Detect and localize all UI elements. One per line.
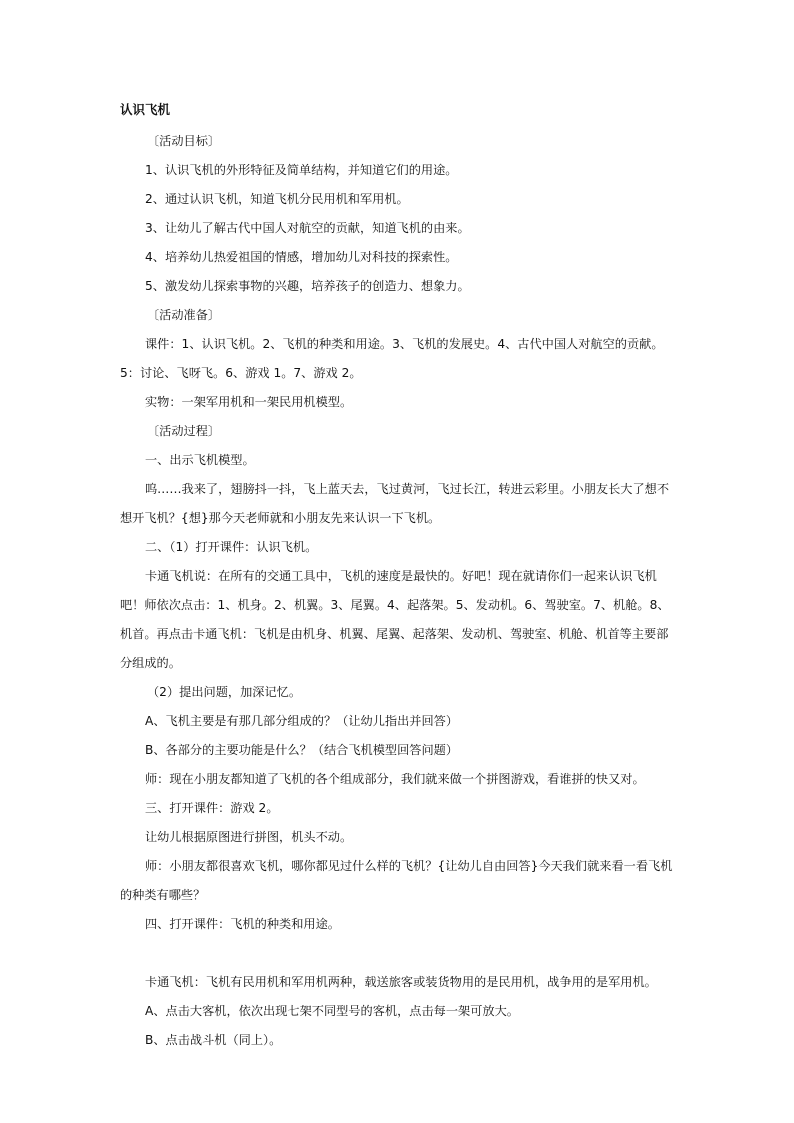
blank-line xyxy=(120,939,680,968)
paragraph: 卡通飞机：飞机有民用机和军用机两种，载送旅客或装货物用的是民用机，战争用的是军用机。 xyxy=(145,975,657,989)
paragraph: 让幼儿根据原图进行拼图，机头不动。 xyxy=(145,830,353,844)
paragraph: B、各部分的主要功能是什么？（结合飞机模型回答问题） xyxy=(145,743,459,757)
paragraph: 实物：一架军用机和一架民用机模型。 xyxy=(145,395,353,409)
paragraph: 2、通过认识飞机，知道飞机分民用机和军用机。 xyxy=(145,192,409,206)
paragraph: 1、认识飞机的外形特征及简单结构，并知道它们的用途。 xyxy=(145,163,458,177)
paragraph: 5、激发幼儿探索事物的兴趣，培养孩子的创造力、想象力。 xyxy=(145,279,470,293)
paragraph: B、点击战斗机（同上）。 xyxy=(145,1033,282,1047)
paragraph: 卡通飞机说：在所有的交通工具中，飞机的速度是最快的。好吧！现在就请你们一起来认识飞机吧！师依次点击：1、机身。2、机翼。3、尾翼。4、起落架。5、发动机。6、驾驶室。7、机舱。8、机首。再点击卡通飞机：飞机是由机身、机翼、尾翼、起落架、发动机、驾驶室、机舱、机首等主要部分组成的。 xyxy=(120,569,670,670)
section-heading-process: 〔活动过程〕 xyxy=(147,424,221,438)
document-title: 认识飞机 xyxy=(120,102,171,117)
paragraph: 师：小朋友都很喜欢飞机，哪你都见过什么样的飞机？{让幼儿自由回答}今天我们就来看一看飞机的种类有哪些？ xyxy=(120,859,673,902)
paragraph: 呜……我来了，翅膀抖一抖，飞上蓝天去，飞过黄河，飞过长江，转进云彩里。小朋友长大了想不想开飞机？{想}那今天老师就和小朋友先来认识一下飞机。 xyxy=(120,482,670,525)
paragraph: 三、打开课件：游戏 2。 xyxy=(145,801,279,815)
section-heading-preparation: 〔活动准备〕 xyxy=(147,308,221,322)
paragraph: 师：现在小朋友都知道了飞机的各个组成部分，我们就来做一个拼图游戏，看谁拼的快又对。 xyxy=(145,772,645,786)
document-body xyxy=(120,100,680,1055)
section-heading-goals: 〔活动目标〕 xyxy=(147,134,221,148)
paragraph: （2）提出问题，加深记忆。 xyxy=(147,685,302,699)
paragraph: 4、培养幼儿热爱祖国的情感，增加幼儿对科技的探索性。 xyxy=(145,250,458,264)
paragraph: 3、让幼儿了解古代中国人对航空的贡献，知道飞机的由来。 xyxy=(145,221,470,235)
paragraph: 一、出示飞机模型。 xyxy=(145,453,255,467)
paragraph: 二、（1）打开课件：认识飞机。 xyxy=(145,540,318,554)
paragraph: 四、打开课件：飞机的种类和用途。 xyxy=(145,917,340,931)
paragraph: A、点击大客机，依次出现七架不同型号的客机，点击每一架可放大。 xyxy=(145,1004,519,1018)
paragraph: 课件：1、认识飞机。2、飞机的种类和用途。3、飞机的发展史。4、古代中国人对航空的贡献。5：讨论、飞呀飞。6、游戏 1。7、游戏 2。 xyxy=(120,337,664,380)
paragraph: A、飞机主要是有那几部分组成的？（让幼儿指出并回答） xyxy=(145,714,459,728)
